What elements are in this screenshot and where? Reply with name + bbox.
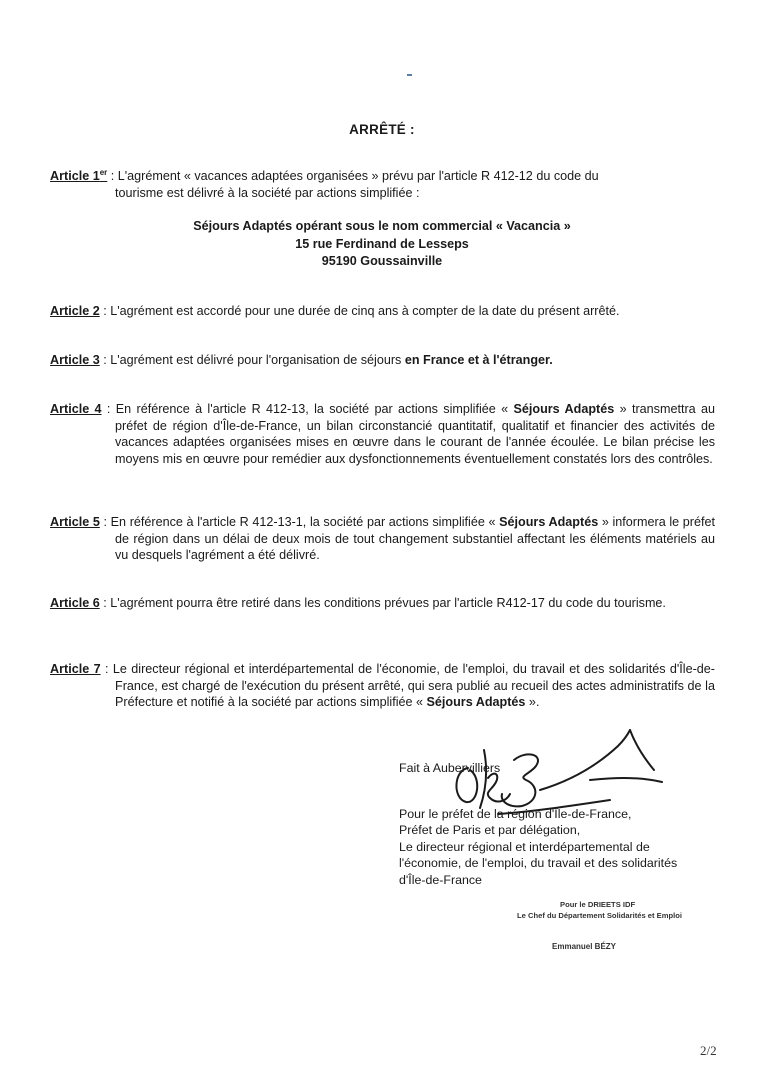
signature-line1: Pour le préfet de la région d'Île-de-France, xyxy=(399,807,632,821)
article-5 xyxy=(50,514,715,564)
article-1-text-line1: : L'agrément « vacances adaptées organisées » prévu par l'article R 412-12 du code du xyxy=(107,169,599,183)
signature-line2: Préfet de Paris et par délégation, xyxy=(399,823,581,838)
article-2 xyxy=(50,303,715,320)
article-5-label: Article 5 xyxy=(50,515,100,529)
article-6-text: : L'agrément pourra être retiré dans les conditions prévues par l'article R412-17 du code du tourisme. xyxy=(99,596,666,610)
article-5-bold: Séjours Adaptés xyxy=(499,515,599,529)
signature-line5: d'Île-de-France xyxy=(399,872,482,887)
article-7-text-before: : Le directeur régional et interdépartemental de l'économie, de l'emploi, du travail et des solidarités d'Île-de-France, est chargé de l'exécution du présent arrêté, qui sera publié au recueil des actes administratifs de la Préfecture et notifié à la société par actions simplifiée « xyxy=(100,662,715,710)
address-line1: Séjours Adaptés opérant sous le nom commercial « Vacancia » xyxy=(193,219,571,233)
document-title: ARRÊTÉ : xyxy=(349,122,415,137)
address-line2: 15 rue Ferdinand de Lesseps xyxy=(295,236,469,251)
article-1-label: Article 1er xyxy=(50,167,108,183)
article-6-label: Article 6 xyxy=(50,596,100,610)
signature-place: Fait à Aubervilliers xyxy=(399,761,501,775)
stamp-name: Emmanuel BÉZY xyxy=(552,942,617,951)
article-1 xyxy=(50,168,715,201)
article-4-text-after: » transmettra au préfet de région d'Île-de-France, un bilan circonstancié quantitatif, qualitatif et financier des activités de vacances adaptées organisées mises en œuvre dans le courant de l'année écoulée. Le bilan précise les moyens mis en œuvre pour remédier aux dysfonctionnements éventuellement constatés lors des contrôles. xyxy=(115,402,715,466)
page-number: 2/2 xyxy=(700,1043,717,1058)
article-3-text: : L'agrément est délivré pour l'organisation de séjours xyxy=(99,353,405,367)
article-4 xyxy=(50,401,715,467)
article-7-text-after: ». xyxy=(525,695,540,710)
address-line3: 95190 Goussainville xyxy=(321,254,443,268)
article-4-label: Article 4 xyxy=(50,402,102,416)
article-6 xyxy=(50,595,715,612)
article-4-text-before: : En référence à l'article R 412-13, la société par actions simplifiée « xyxy=(101,402,514,416)
scan-mark xyxy=(407,74,412,76)
handwritten-signature xyxy=(440,720,680,830)
article-7-bold: Séjours Adaptés xyxy=(426,695,526,710)
article-3 xyxy=(50,352,715,369)
article-7 xyxy=(50,661,715,711)
article-1-text-line2: tourisme est délivré à la société par actions simplifiée : xyxy=(115,185,420,200)
stamp-line1: Pour le DRIEETS IDF xyxy=(560,900,636,909)
article-2-text: : L'agrément est accordé pour une durée de cinq ans à compter de la date du présent arrêté. xyxy=(99,304,620,318)
article-5-text-after: » informera le préfet de région dans un délai de deux mois de tout changement substantiel affectant les éléments matériels au vu desquels l'agrément a été délivré. xyxy=(115,515,715,563)
article-3-label: Article 3 xyxy=(50,353,100,367)
company-address xyxy=(0,218,764,271)
article-2-label: Article 2 xyxy=(50,304,100,318)
article-7-label: Article 7 xyxy=(50,662,101,676)
signature-line3: Le directeur régional et interdépartemental de xyxy=(399,839,650,854)
article-5-text-before: : En référence à l'article R 412-13-1, la société par actions simplifiée « xyxy=(99,515,500,529)
stamp-line2: Le Chef du Département Solidarités et Emploi xyxy=(517,911,682,920)
article-4-bold: Séjours Adaptés xyxy=(513,402,615,416)
article-3-bold: en France et à l'étranger. xyxy=(404,353,553,367)
signature-line4: l'économie, de l'emploi, du travail et des solidarités xyxy=(399,856,678,871)
